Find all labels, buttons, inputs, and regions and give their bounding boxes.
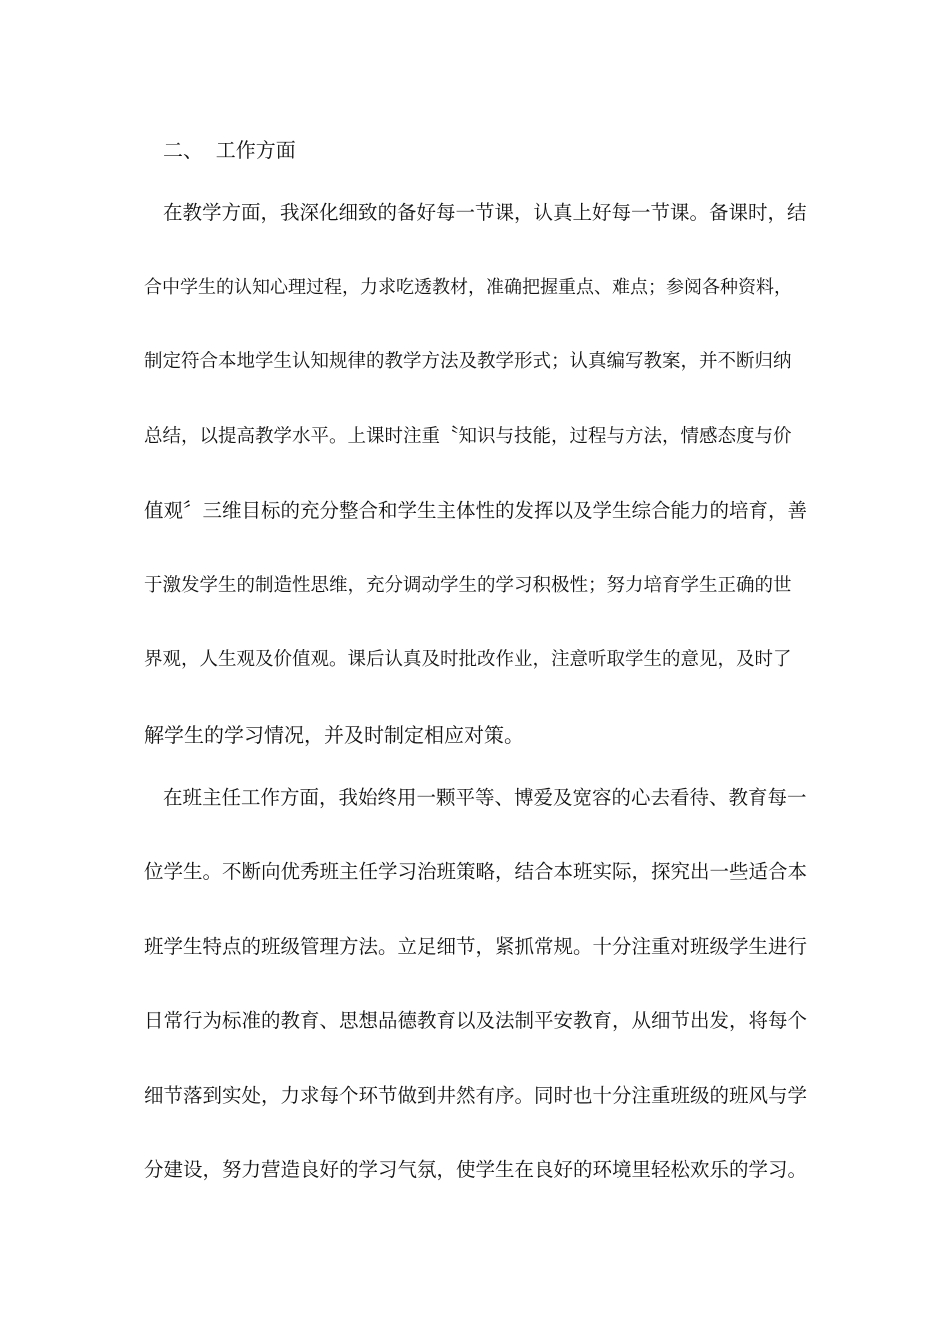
paragraph-1-line-2: 合中学生的认知心理过程，力求吃透教材，准确把握重点、难点；参阅各种资料， — [144, 277, 792, 298]
paragraph-2-line-4: 日常行为标准的教育、思想品德教育以及法制平安教育，从细节出发，将每个 — [144, 1009, 808, 1032]
paragraph-2-line-3: 班学生特点的班级管理方法。立足细节，紧抓常规。十分注重对班级学生进行 — [144, 935, 808, 958]
paragraph-1-line-5: 值观〞三维目标的充分整合和学生主体性的发挥以及学生综合能力的培育，善 — [144, 499, 808, 522]
paragraph-1-line-1: 在教学方面，我深化细致的备好每一节课，认真上好每一节课。备课时，结 — [163, 201, 807, 224]
paragraph-1-line-3: 制定符合本地学生认知规律的教学方法及教学形式；认真编写教案，并不断归纳 — [144, 351, 792, 372]
paragraph-1-line-4: 总结，以提高教学水平。上课时注重〝知识与技能，过程与方法，情感态度与价 — [144, 426, 792, 447]
section-heading: 二、 工作方面 — [163, 138, 296, 162]
paragraph-1-line-6: 于激发学生的制造性思维，充分调动学生的学习积极性；努力培育学生正确的世 — [144, 575, 792, 596]
paragraph-2-line-6: 分建设，努力营造良好的学习气氛，使学生在良好的环境里轻松欢乐的学习。 — [144, 1158, 808, 1181]
paragraph-1-line-7: 界观，人生观及价值观。课后认真及时批改作业，注意听取学生的意见，及时了 — [144, 649, 792, 670]
paragraph-2-line-2: 位学生。不断向优秀班主任学习治班策略，结合本班实际，探究出一些适合本 — [144, 860, 808, 883]
paragraph-1-line-8: 解学生的学习情况，并及时制定相应对策。 — [144, 723, 524, 747]
paragraph-2-line-5: 细节落到实处，力求每个环节做到井然有序。同时也十分注重班级的班风与学 — [144, 1084, 808, 1107]
paragraph-2-line-1: 在班主任工作方面，我始终用一颗平等、博爱及宽容的心去看待、教育每一 — [163, 786, 807, 809]
